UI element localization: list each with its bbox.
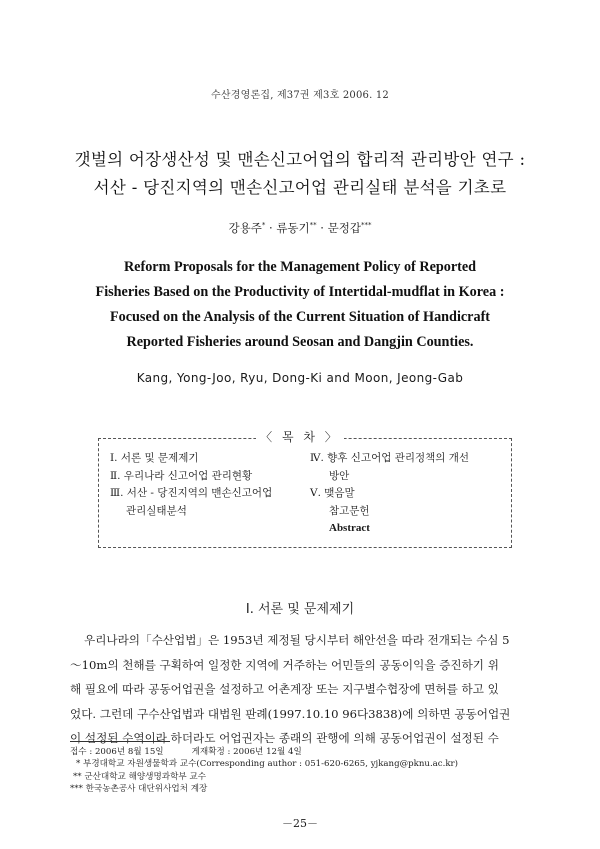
title-korean-line-2: 서산 - 당진지역의 맨손신고어업 관리실태 분석을 기초로	[93, 178, 507, 197]
title-korean-line-1: 갯벌의 어장생산성 및 맨손신고어업의 합리적 관리방안 연구 :	[74, 150, 526, 169]
body-line: 었다. 그런데 구수산업법과 대법원 판례(1997.10.10 96다3838)에 의하면 공동어업권	[70, 706, 511, 721]
footnote-3: *** 한국농촌공사 대단위사업처 계장	[70, 784, 208, 795]
toc-heading	[0, 428, 600, 445]
toc-item: Ⅴ. 맺음말	[310, 487, 355, 499]
toc-item: 방안	[329, 469, 350, 482]
authors-english: Kang, Yong-Joo, Ryu, Dong-Ki and Moon, Jeong-Gab	[136, 371, 464, 385]
toc-item: Ⅰ. 서론 및 문제제기	[110, 452, 199, 464]
toc-item: Ⅲ. 서산 - 당진지역의 맨손신고어업	[110, 487, 273, 499]
author-1: 강용주	[228, 221, 262, 235]
footnote-dates	[70, 746, 540, 758]
title-english-line-4: Reported Fisheries around Seosan and Dangjin Counties.	[126, 334, 474, 350]
body-line: ～10m의 천해를 구획하여 일정한 지역에 거주하는 어민들의 공동이익을 증진하기 위	[70, 657, 499, 672]
title-english-line-2: Fisheries Based on the Productivity of Intertidal-mudflat in Korea :	[95, 284, 505, 300]
received-date: 접수 : 2006년 8월 15일	[70, 747, 164, 757]
title-english-line-3: Focused on the Analysis of the Current Situation of Handicraft	[109, 309, 491, 325]
toc-right-column	[310, 450, 510, 538]
toc-item: 관리실태분석	[126, 504, 187, 517]
author-separator: ·	[316, 221, 328, 235]
body-line: 해 필요에 따라 공동어업권을 설정하고 어촌계장 또는 지구별수협장에 면허를 하고 있	[70, 682, 499, 696]
author-3: 문정갑	[327, 221, 361, 235]
authors-korean	[0, 220, 600, 236]
author-1-mark: *	[261, 221, 266, 230]
accepted-date: 게재확정 : 2006년 12월 4일	[191, 747, 302, 757]
toc-item: Abstract	[329, 522, 370, 534]
page-number: －25－	[282, 817, 318, 830]
title-english-line-1: Reform Proposals for the Management Policy of Reported	[123, 259, 477, 275]
title-english	[20, 255, 580, 355]
footnote-1: * 부경대학교 자원생물학과 교수(Corresponding author : 051-620-6265, yjkang@pknu.ac.kr)	[76, 759, 459, 770]
body-text	[70, 628, 532, 751]
section-heading: Ⅰ. 서론 및 문제제기	[245, 602, 355, 617]
journal-header: 수산경영론집, 제37권 제3호 2006. 12	[211, 90, 389, 101]
toc-item: 참고문헌	[329, 504, 370, 517]
body-line: 이 설정된 수역이라 하더라도 어업권자는 종래의 관행에 의해 공동어업권이 설정된 수	[70, 731, 499, 745]
toc-left-column	[110, 450, 310, 520]
author-separator: ·	[265, 221, 277, 235]
footnote-2: ** 군산대학교 해양생명과학부 교수	[73, 771, 207, 782]
footnotes	[70, 746, 540, 796]
body-line: 우리나라의「수산업법」은 1953년 제정될 당시부터 해안선을 따라 전개되는 수심 5	[84, 633, 510, 647]
author-3-mark: ***	[360, 221, 372, 230]
toc-item: Ⅱ. 우리나라 신고어업 관리현황	[110, 469, 253, 482]
toc-heading-text: 〈 목 차 〉	[256, 430, 344, 444]
author-2: 류동기	[276, 221, 310, 235]
author-2-mark: **	[309, 221, 317, 230]
footnote-divider	[70, 741, 170, 742]
title-korean	[20, 146, 580, 202]
toc-item: Ⅳ. 향후 신고어업 관리정책의 개선	[310, 452, 470, 464]
